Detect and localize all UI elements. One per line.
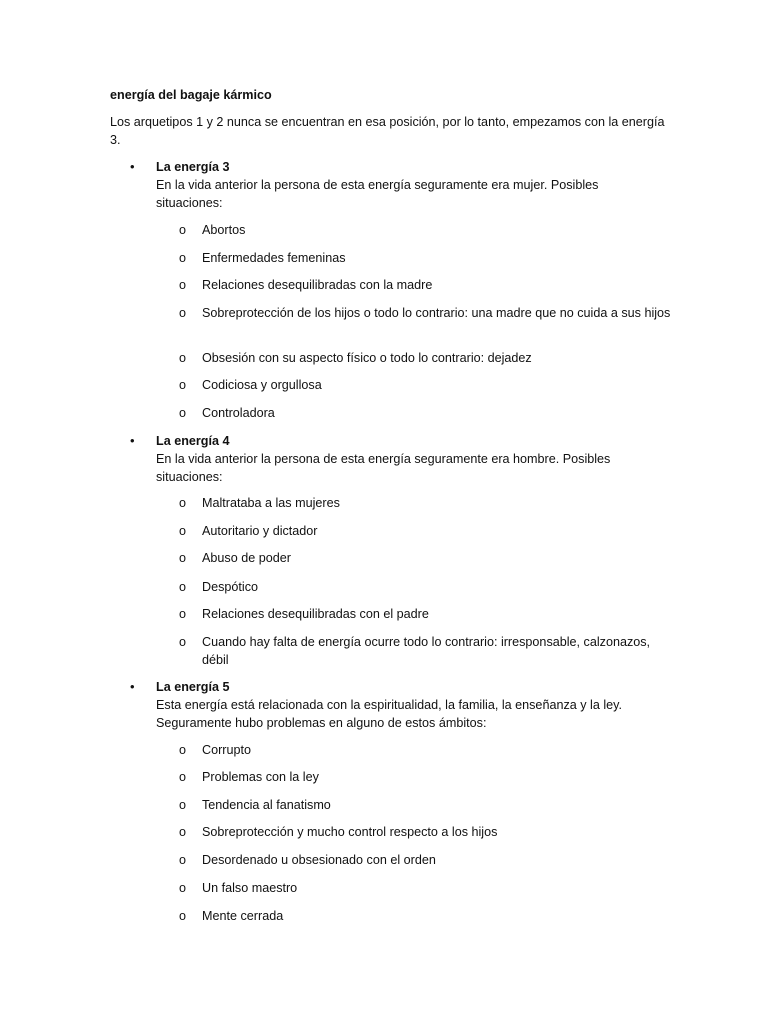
section-description: Esta energía está relacionada con la espiritualidad, la familia, la enseñanza y la ley. Seguramente hubo problemas en alguno de estos ámbitos: (156, 698, 623, 730)
list-item-text: Cuando hay falta de energía ocurre todo lo contrario: irresponsable, calzonazos, débil (202, 635, 651, 667)
sub-bullet-marker: o (179, 496, 187, 510)
list-item-text: Autoritario y dictador (202, 524, 318, 538)
bullet-marker: • (130, 159, 135, 174)
sub-bullet-marker: o (179, 551, 187, 565)
list-item-text: Desordenado u obsesionado con el orden (202, 853, 436, 867)
sub-bullet-marker: o (179, 223, 187, 237)
list-item-text: Enfermedades femeninas (202, 251, 346, 265)
sub-bullet-marker: o (179, 853, 187, 867)
sub-bullet-marker: o (179, 770, 187, 784)
list-item-text: Tendencia al fanatismo (202, 798, 331, 812)
list-item-text: Despótico (202, 580, 259, 594)
list-item-text: Abortos (202, 223, 246, 237)
sub-bullet-marker: o (179, 524, 187, 538)
sub-bullet-marker: o (179, 351, 187, 365)
list-item-text: Sobreprotección y mucho control respecto a los hijos (202, 825, 498, 839)
list-item-text: Mente cerrada (202, 909, 284, 923)
section-description: En la vida anterior la persona de esta energía seguramente era hombre. Posibles situaciones: (156, 452, 611, 484)
section-heading: La energía 4 (156, 434, 230, 448)
list-item-text: Problemas con la ley (202, 770, 319, 784)
bullet-marker: • (130, 679, 135, 694)
list-item-text: Maltrataba a las mujeres (202, 496, 340, 510)
document-title: energía del bagaje kármico (110, 88, 272, 102)
section-description: En la vida anterior la persona de esta energía seguramente era mujer. Posibles situaciones: (156, 178, 599, 210)
sub-bullet-marker: o (179, 635, 187, 649)
list-item-text: Obsesión con su aspecto físico o todo lo contrario: dejadez (202, 351, 532, 365)
list-item-text: Corrupto (202, 743, 251, 757)
sub-bullet-marker: o (179, 607, 187, 621)
sub-bullet-marker: o (179, 406, 187, 420)
list-item-text: Relaciones desequilibradas con el padre (202, 607, 429, 621)
intro-paragraph: Los arquetipos 1 y 2 nunca se encuentran en esa posición, por lo tanto, empezamos con la energía 3. (110, 115, 665, 147)
list-item-text: Abuso de poder (202, 551, 291, 565)
sub-bullet-marker: o (179, 825, 187, 839)
sub-bullet-marker: o (179, 881, 187, 895)
list-item-text: Relaciones desequilibradas con la madre (202, 278, 433, 292)
list-item-text: Codiciosa y orgullosa (202, 378, 322, 392)
bullet-marker: • (130, 433, 135, 448)
section-heading: La energía 3 (156, 160, 230, 174)
list-item-text: Sobreprotección de los hijos o todo lo contrario: una madre que no cuida a sus hijos (202, 306, 671, 320)
sub-bullet-marker: o (179, 278, 187, 292)
sub-bullet-marker: o (179, 909, 187, 923)
list-item-text: Un falso maestro (202, 881, 298, 895)
sub-bullet-marker: o (179, 798, 187, 812)
section-heading: La energía 5 (156, 680, 230, 694)
list-item-text: Controladora (202, 406, 275, 420)
sub-bullet-marker: o (179, 743, 187, 757)
sub-bullet-marker: o (179, 251, 187, 265)
sub-bullet-marker: o (179, 378, 187, 392)
sub-bullet-marker: o (179, 580, 187, 594)
sub-bullet-marker: o (179, 306, 187, 320)
